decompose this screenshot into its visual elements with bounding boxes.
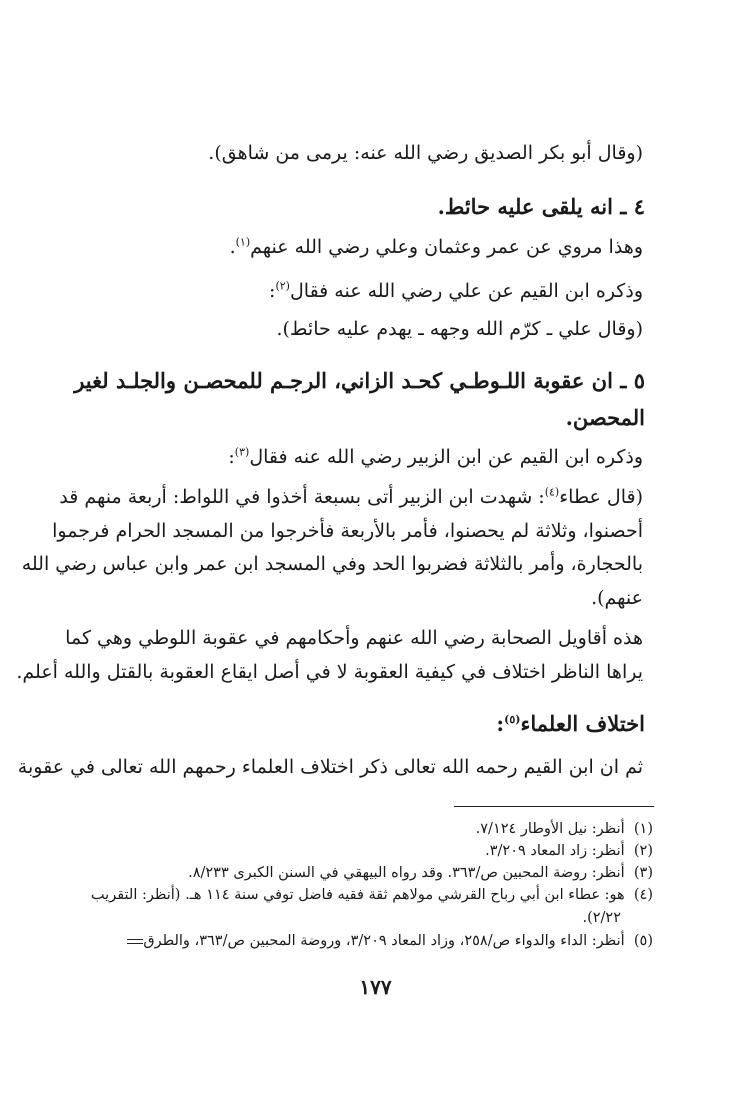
text-span: : شهدت ابن الزبير أتى بسبعة أخذوا في اللواط: أربعة منهم قد <box>59 486 545 508</box>
footnote <box>476 821 653 837</box>
footnote-divider <box>454 806 654 807</box>
text-span: : <box>228 446 235 468</box>
footnote-ref: (٣) <box>234 445 250 459</box>
paragraph-line: ثم ان ابن القيم رحمه الله تعالى ذكر اختلاف العلماء رحمهم الله تعالى في عقوبة <box>17 756 643 778</box>
text-line <box>228 446 643 468</box>
footnote <box>125 933 653 949</box>
text-line <box>269 280 643 302</box>
footnote-number: (٤) <box>633 887 653 903</box>
text-span: : <box>269 280 276 302</box>
text-span: وذكره ابن القيم عن ابن الزبير رضي الله عنه فقال <box>249 446 643 468</box>
text-line <box>230 236 643 258</box>
text-span: (قال عطاء <box>559 486 643 508</box>
footnote-text: أنظر: الداء والدواء ص/٢٥٨، وزاد المعاد ٣/٢٠٩، وروضة المحبين ص/٣٦٣، والطرق <box>143 933 625 949</box>
section-heading-5-cont: المحصن. <box>565 405 645 430</box>
text-span: : <box>496 711 505 736</box>
quote-line: أحصنوا، وثلاثة لم يحصنوا، فأمر بالأربعة فأخرجوا من المسجد الحرام فرجموا <box>52 520 643 542</box>
quote-line: بالحجارة، وأمر بالثلاثة فضربوا الحد وفي المسجد ابن عمر وابن عباس رضي الله <box>21 553 643 575</box>
footnote-text: أنظر: نيل الأوطار ٧/١٢٤. <box>475 821 625 837</box>
text-line: (وقال علي ـ كرّم الله وجهه ـ يهدم عليه حائط). <box>276 318 643 340</box>
footnote-ref: (٢) <box>275 279 290 293</box>
footnote-number: (٢) <box>633 843 653 859</box>
footnote-continuation: ٢/٢٢). <box>582 910 621 926</box>
footnote-ref: (٤) <box>544 485 560 499</box>
footnote-number: (١) <box>633 821 653 837</box>
subheading <box>496 711 645 736</box>
section-heading-5: ٥ ـ ان عقوبة اللـوطـي كحـد الزاني، الرجـم للمحصـن والجلـد لغير <box>74 368 645 393</box>
page-number: ١٧٧ <box>359 975 392 999</box>
text-span: وذكره ابن القيم عن علي رضي الله عنه فقال <box>289 280 643 302</box>
footnote-ref: (٥) <box>504 713 521 726</box>
paragraph-line: هذه أقاويل الصحابة رضي الله عنهم وأحكامهم في عقوبة اللوطي وهي كما <box>65 627 643 649</box>
footnote-ref: (١) <box>235 235 251 249</box>
footnote-text: أنظر: زاد المعاد ٣/٢٠٩. <box>485 843 625 859</box>
footnote <box>91 887 653 903</box>
text-span: اختلاف العلماء <box>520 711 645 736</box>
footnote <box>485 843 653 859</box>
footnote-text: أنظر: روضة المحبين ص/٣٦٣. وقد رواه البيهقي في السنن الكبرى ٨/٢٣٣. <box>188 865 625 881</box>
paragraph-line: يراها الناظر اختلاف في كيفية العقوبة لا في أصل ايقاع العقوبة بالقتل والله أعلم. <box>16 661 643 683</box>
text-span: وهذا مروي عن عمر وعثمان وعلي رضي الله عنهم <box>250 236 643 258</box>
section-heading-4: ٤ ـ انه يلقى عليه حائط. <box>437 194 645 219</box>
quote-line: عنهم). <box>591 587 643 609</box>
text-span: . <box>229 236 236 258</box>
continuation-mark <box>127 939 143 944</box>
text-line: (وقال أبو بكر الصديق رضي الله عنه: يرمى من شاهق). <box>208 142 643 164</box>
quote-line <box>59 485 643 508</box>
footnote-number: (٥) <box>633 933 653 949</box>
footnote-text: هو: عطاء ابن أبي رباح القرشي مولاهم ثقة فقيه فاضل توفي سنة ١١٤ هـ. (أنظر: التقريب <box>90 887 625 903</box>
footnote <box>188 865 653 881</box>
footnote-number: (٣) <box>633 865 653 881</box>
